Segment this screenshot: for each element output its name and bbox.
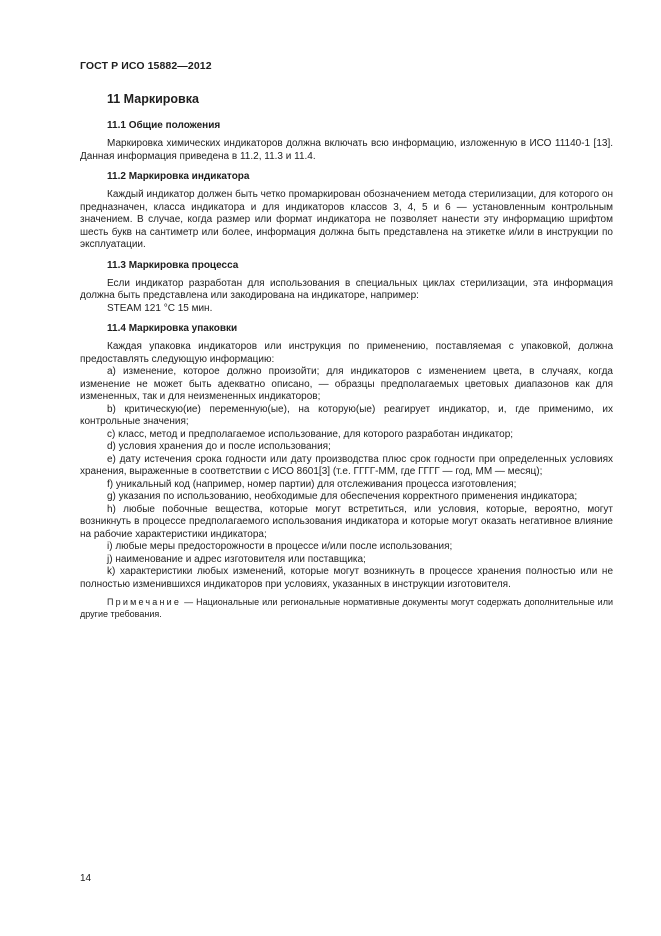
- paragraph-11-1: Маркировка химических индикаторов должна включать всю информацию, изложенную в ИСО 11140-1 [13]. Данная информация приведена в 11.2, 11.3 и 11.4.: [80, 138, 613, 162]
- list-item-h: h) любые побочные вещества, которые могут встретиться, или условия, которые, вероятно, могут возникнуть в процессе предполагаемого использования индикатора и которые могут оказать негативное влияние на рабочие характеристики индикатора;: [80, 503, 613, 540]
- paragraph-11-4-intro: Каждая упаковка индикаторов или инструкция по применению, поставляемая с упаковкой, должна предоставлять следующую информацию:: [80, 341, 613, 365]
- paragraph-11-2: Каждый индикатор должен быть четко промаркирован обозначением метода стерилизации, для которого он предназначен, класса индикатора и для индикаторов классов 3, 4, 5 и 6 — установленным контрольным значением. В случае, когда размер или формат индикатора не позволяет нанести эту информацию шрифтом шесть букв на сантиметр или более, информация должна быть представлена на этикетке и/или в инструкции по эксплуатации.: [80, 189, 613, 250]
- list-item-e: e) дату истечения срока годности или дату производства плюс срок годности при определенных условиях хранения, выраженные в соответствии с ИСО 8601[3] (т.е. ГГГГ-ММ, где ГГГГ — год, ММ — месяц);: [80, 453, 613, 477]
- subsection-title-11-2: 11.2 Маркировка индикатора: [107, 171, 250, 182]
- section-title: 11 Маркировка: [107, 92, 199, 106]
- list-item-j: j) наименование и адрес изготовителя или поставщика;: [107, 553, 366, 565]
- subsection-title-11-4: 11.4 Маркировка упаковки: [107, 323, 238, 334]
- list-item-g: g) указания по использованию, необходимые для обеспечения корректного применения индикатора;: [107, 491, 578, 502]
- paragraph-11-3: Если индикатор разработан для использования в специальных циклах стерилизации, эта информация должна быть представлена или закодирована на индикаторе, например:: [80, 277, 613, 301]
- list-item-k: k) характеристики любых изменений, которые могут возникнуть в процессе хранения полностью или не полностью изменившихся индикаторов при условиях, указанных в инструкции изготовителя.: [80, 566, 613, 590]
- note: [80, 596, 613, 620]
- page-number: 14: [80, 873, 92, 884]
- list-item-d: d) условия хранения до и после использования;: [107, 441, 331, 452]
- list-item-a: a) изменение, которое должно произойти; для индикаторов с изменением цвета, в случаях, когда изменение не может быть адекватно описано, — образцы предполагаемых цветовых диапазонов как для измененных, так и для неизмененных индикаторов;: [80, 366, 613, 402]
- subsection-title-11-1: 11.1 Общие положения: [107, 120, 221, 131]
- list-item-b: b) критическую(ие) переменную(ые), на которую(ые) реагирует индикатор, и, где применимо, их контрольные значения;: [80, 403, 613, 427]
- page-content: [80, 92, 613, 620]
- list-item-f: f) уникальный код (например, номер партии) для отслеживания процесса изготовления;: [107, 478, 517, 490]
- list-item-i: i) любые меры предосторожности в процессе и/или после использования;: [107, 541, 453, 552]
- note-text: — Национальные или региональные нормативные документы могут содержать дополнительные или другие требования.: [80, 597, 613, 619]
- list-item-c: c) класс, метод и предполагаемое использование, для которого разработан индикатор;: [107, 428, 514, 440]
- paragraph-11-3-example: STEAM 121 °С 15 мин.: [107, 302, 213, 314]
- note-label: Примечание: [107, 597, 182, 607]
- standard-header: ГОСТ Р ИСО 15882—2012: [80, 60, 212, 72]
- subsection-title-11-3: 11.3 Маркировка процесса: [107, 259, 239, 271]
